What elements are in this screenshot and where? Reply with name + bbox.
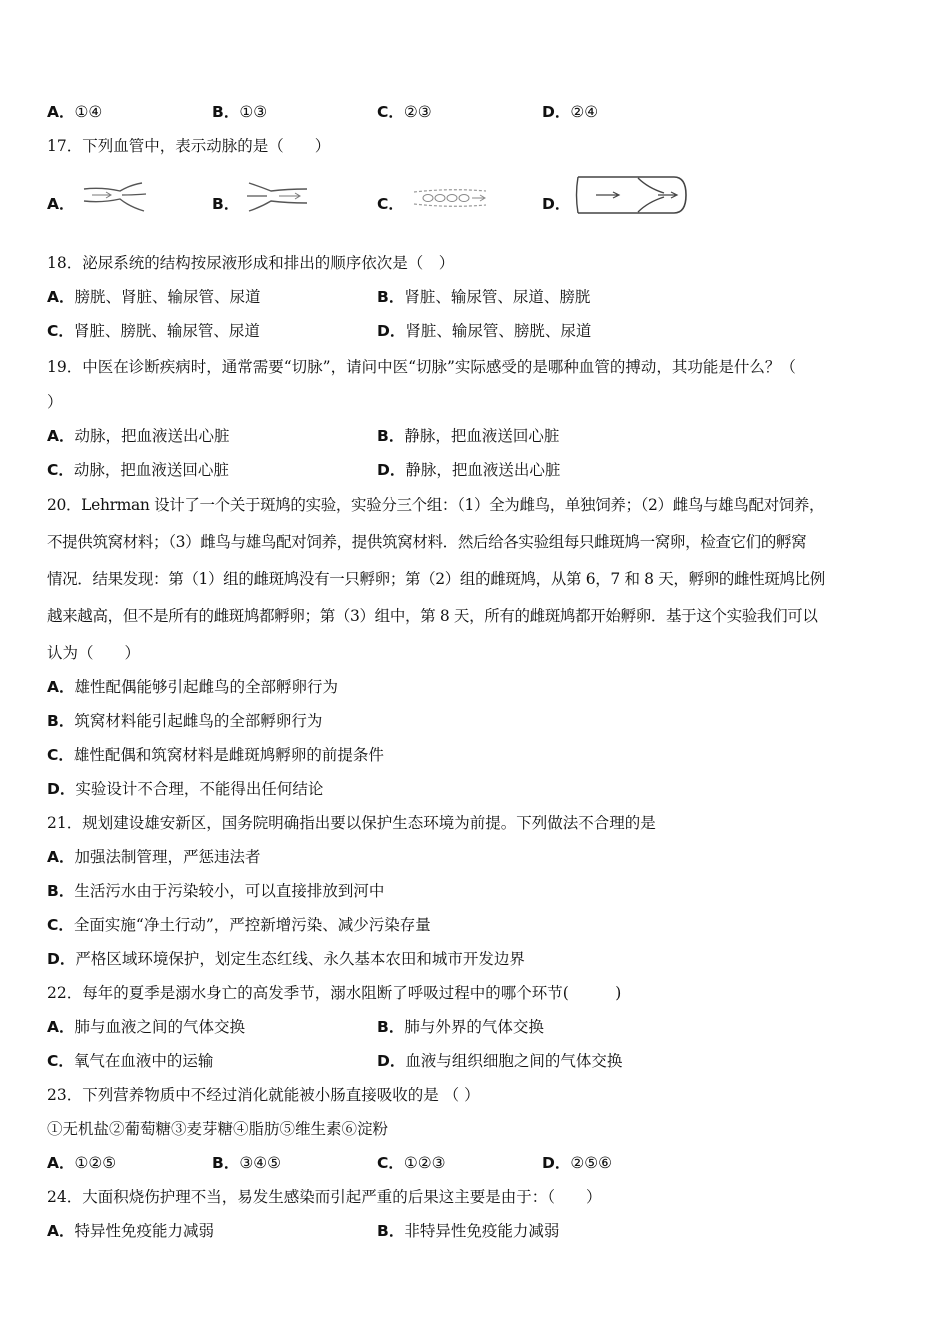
q19-option-c[interactable]: C．动脉，把血液送回心脏 [47, 461, 229, 479]
q19-stem-line1: 19．中医在诊断疾病时，通常需要“切脉”，请问中医“切脉”实际感受的是哪种血管的搏动，其功能是什么？（ [47, 358, 796, 376]
q21-option-a[interactable]: A．加强法制管理，严惩违法者 [47, 848, 261, 866]
q17-option-c[interactable]: C． [377, 195, 404, 213]
q23-option-b[interactable]: B．③④⑤ [212, 1154, 282, 1172]
q22-option-a[interactable]: A．肺与血液之间的气体交换 [47, 1018, 246, 1036]
q23-list: ①无机盐②葡萄糖③麦芽糖④脂肪⑤维生素⑥淀粉 [47, 1120, 389, 1138]
q18-option-c[interactable]: C．肾脏、膀胱、输尿管、尿道 [47, 322, 260, 340]
q24-option-b[interactable]: B．非特异性免疫能力减弱 [377, 1222, 560, 1240]
q16-option-b[interactable]: B．①③ [212, 103, 268, 121]
q24-stem: 24．大面积烧伤护理不当，易发生感染而引起严重的后果这主要是由于：（ ） [47, 1188, 602, 1206]
q17-stem: 17．下列血管中，表示动脉的是（ ） [47, 137, 331, 155]
q22-option-d[interactable]: D．血液与组织细胞之间的气体交换 [377, 1052, 623, 1070]
q21-option-d[interactable]: D．严格区域环境保护，划定生态红线、永久基本农田和城市开发边界 [47, 950, 525, 968]
q20-stem-line3: 情况．结果发现：第（1）组的雌斑鸠没有一只孵卵；第（2）组的雌斑鸠，从第 6，7 和 8 天，孵卵的雌性斑鸠比例 [47, 570, 825, 588]
q17-vein-valve-d-figure [574, 172, 690, 218]
q17-capillary-c-figure [410, 184, 490, 212]
q19-option-b[interactable]: B．静脉，把血液送回心脏 [377, 427, 560, 445]
q16-option-d[interactable]: D．②④ [542, 103, 599, 121]
q20-stem-line5: 认为（ ） [47, 644, 141, 662]
q23-option-c[interactable]: C．①②③ [377, 1154, 446, 1172]
q18-option-a[interactable]: A．膀胱、肾脏、输尿管、尿道 [47, 288, 261, 306]
q20-stem-line1: 20．Lehrman 设计了一个关于斑鸠的实验，实验分三个组：（1）全为雌鸟，单独饲养；（2）雌鸟与雄鸟配对饲养， [47, 496, 825, 514]
q22-stem: 22．每年的夏季是溺水身亡的高发季节，溺水阻断了呼吸过程中的哪个环节( ) [47, 984, 622, 1002]
q19-option-a[interactable]: A．动脉，把血液送出心脏 [47, 427, 230, 445]
q20-option-a[interactable]: A．雄性配偶能够引起雌鸟的全部孵卵行为 [47, 678, 339, 696]
q19-option-d[interactable]: D．静脉，把血液送出心脏 [377, 461, 561, 479]
q24-option-a[interactable]: A．特异性免疫能力减弱 [47, 1222, 215, 1240]
q20-stem-line4: 越来越高，但不是所有的雌斑鸠都孵卵；第（3）组中，第 8 天，所有的雌斑鸠都开始孵卵．基于这个实验我们可以 [47, 607, 818, 625]
q21-option-c[interactable]: C．全面实施“净土行动”，严控新增污染、减少污染存量 [47, 916, 431, 934]
q16-option-c[interactable]: C．②③ [377, 103, 432, 121]
q16-option-a[interactable]: A．①④ [47, 103, 103, 121]
q18-stem: 18．泌尿系统的结构按尿液形成和排出的顺序依次是（ ） [47, 254, 455, 272]
q23-option-d[interactable]: D．②⑤⑥ [542, 1154, 613, 1172]
q18-option-d[interactable]: D．肾脏、输尿管、膀胱、尿道 [377, 322, 592, 340]
q21-stem: 21．规划建设雄安新区，国务院明确指出要以保护生态环境为前提。下列做法不合理的是 [47, 814, 656, 832]
q22-option-c[interactable]: C．氧气在血液中的运输 [47, 1052, 214, 1070]
q21-option-b[interactable]: B．生活污水由于污染较小，可以直接排放到河中 [47, 882, 385, 900]
q20-stem-line2: 不提供筑窝材料；（3）雌鸟与雄鸟配对饲养，提供筑窝材料．然后给各实验组每只雌斑鸠一窝卵，检查它们的孵窝 [47, 533, 807, 551]
q22-option-b[interactable]: B．肺与外界的气体交换 [377, 1018, 544, 1036]
q17-option-a[interactable]: A． [47, 195, 75, 213]
q17-vessel-b-figure [243, 180, 313, 216]
q17-option-b[interactable]: B． [212, 195, 240, 213]
q20-option-c[interactable]: C．雄性配偶和筑窝材料是雌斑鸠孵卵的前提条件 [47, 746, 384, 764]
q20-option-b[interactable]: B．筑窝材料能引起雌鸟的全部孵卵行为 [47, 712, 323, 730]
q17-vessel-a-figure [80, 180, 150, 216]
q23-option-a[interactable]: A．①②⑤ [47, 1154, 117, 1172]
q18-option-b[interactable]: B．肾脏、输尿管、尿道、膀胱 [377, 288, 591, 306]
q20-option-d[interactable]: D．实验设计不合理，不能得出任何结论 [47, 780, 324, 798]
q23-stem: 23．下列营养物质中不经过消化就能被小肠直接吸收的是 （ ） [47, 1086, 480, 1104]
q19-stem-line2: ） [47, 393, 63, 411]
q17-option-d[interactable]: D． [542, 195, 571, 213]
